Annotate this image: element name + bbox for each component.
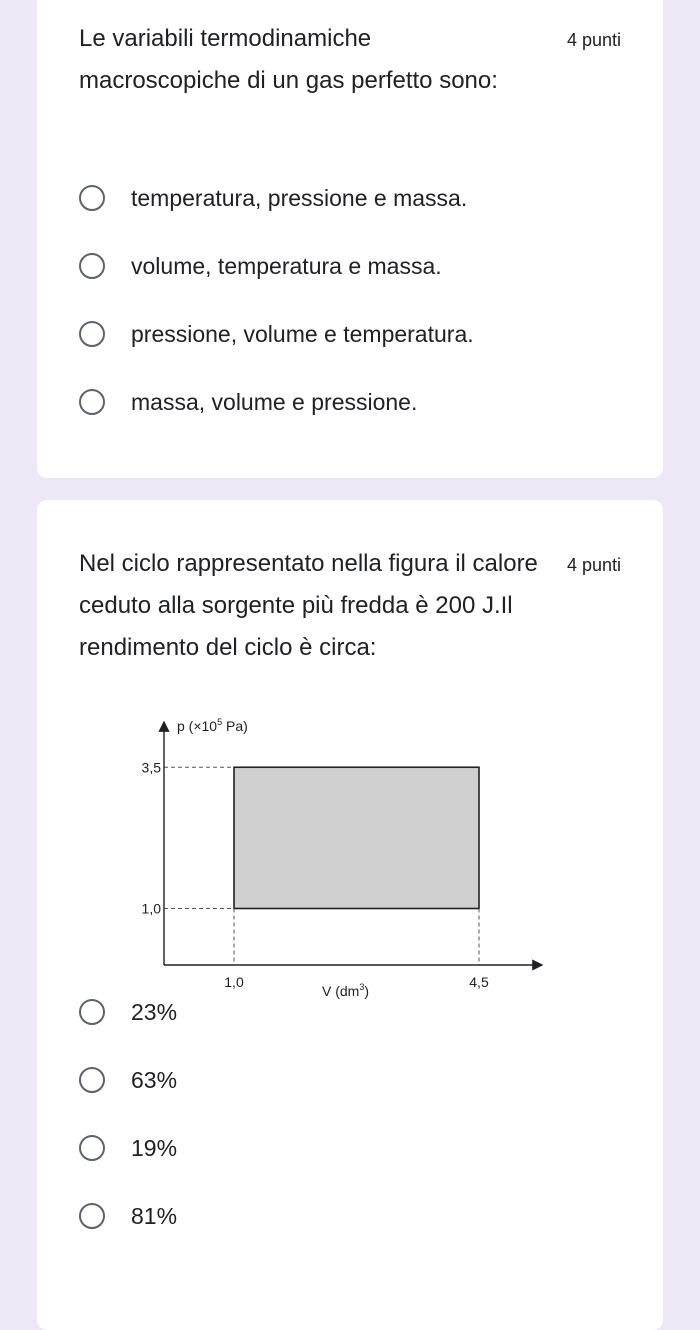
option-temperatura-pressione-massa[interactable]: [79, 178, 467, 218]
question-card-1: [37, 0, 663, 478]
radio-button[interactable]: [79, 999, 105, 1025]
radio-button[interactable]: [79, 389, 105, 415]
option-volume-temperatura-massa[interactable]: [79, 246, 442, 286]
option-23-percent[interactable]: [79, 992, 177, 1032]
pv-cycle-chart: [92, 700, 552, 1000]
option-19-percent[interactable]: [79, 1128, 177, 1168]
question-card-2: [37, 500, 663, 1330]
option-label: 63%: [131, 1066, 178, 1093]
x-tick-label: 4,5: [469, 974, 489, 990]
option-label: pressione, volume e temperatura.: [131, 320, 474, 347]
y-axis-label: p ($\times 10^5$ Pa): [177, 717, 248, 734]
option-label: volume, temperatura e massa.: [131, 252, 442, 279]
radio-button[interactable]: [79, 1203, 105, 1229]
x-tick-label: 1,0: [224, 974, 244, 990]
option-label: 19%: [131, 1134, 178, 1161]
option-label: 23%: [131, 998, 178, 1025]
points-label: 4 punti: [566, 30, 621, 50]
y-tick-label: 3,5: [141, 759, 161, 776]
option-label: massa, volume e pressione.: [131, 388, 418, 415]
option-pressione-volume-temperatura[interactable]: [79, 314, 474, 354]
radio-button[interactable]: [79, 253, 105, 279]
option-massa-volume-pressione[interactable]: [79, 382, 417, 422]
option-81-percent[interactable]: [79, 1196, 177, 1236]
radio-button[interactable]: [79, 1067, 105, 1093]
radio-button[interactable]: [79, 1135, 105, 1161]
radio-button[interactable]: [79, 185, 105, 211]
points-label: 4 punti: [566, 555, 621, 575]
cycle-rectangle: [234, 767, 479, 908]
option-label: temperatura, pressione e massa.: [131, 184, 468, 211]
option-label: 81%: [131, 1202, 178, 1229]
x-axis-label: V $(dm^3)$: [322, 982, 370, 999]
y-tick-label: 1,0: [141, 900, 161, 917]
option-63-percent[interactable]: [79, 1060, 177, 1100]
question-title: Le variabili termodinamiche macroscopiche di un gas perfetto sono:: [79, 25, 498, 94]
radio-button[interactable]: [79, 321, 105, 347]
question-title: Nel ciclo rappresentato nella figura il calore ceduto alla sorgente più fredda è 200 J.Il rendimento del ciclo è circa:: [79, 550, 538, 661]
